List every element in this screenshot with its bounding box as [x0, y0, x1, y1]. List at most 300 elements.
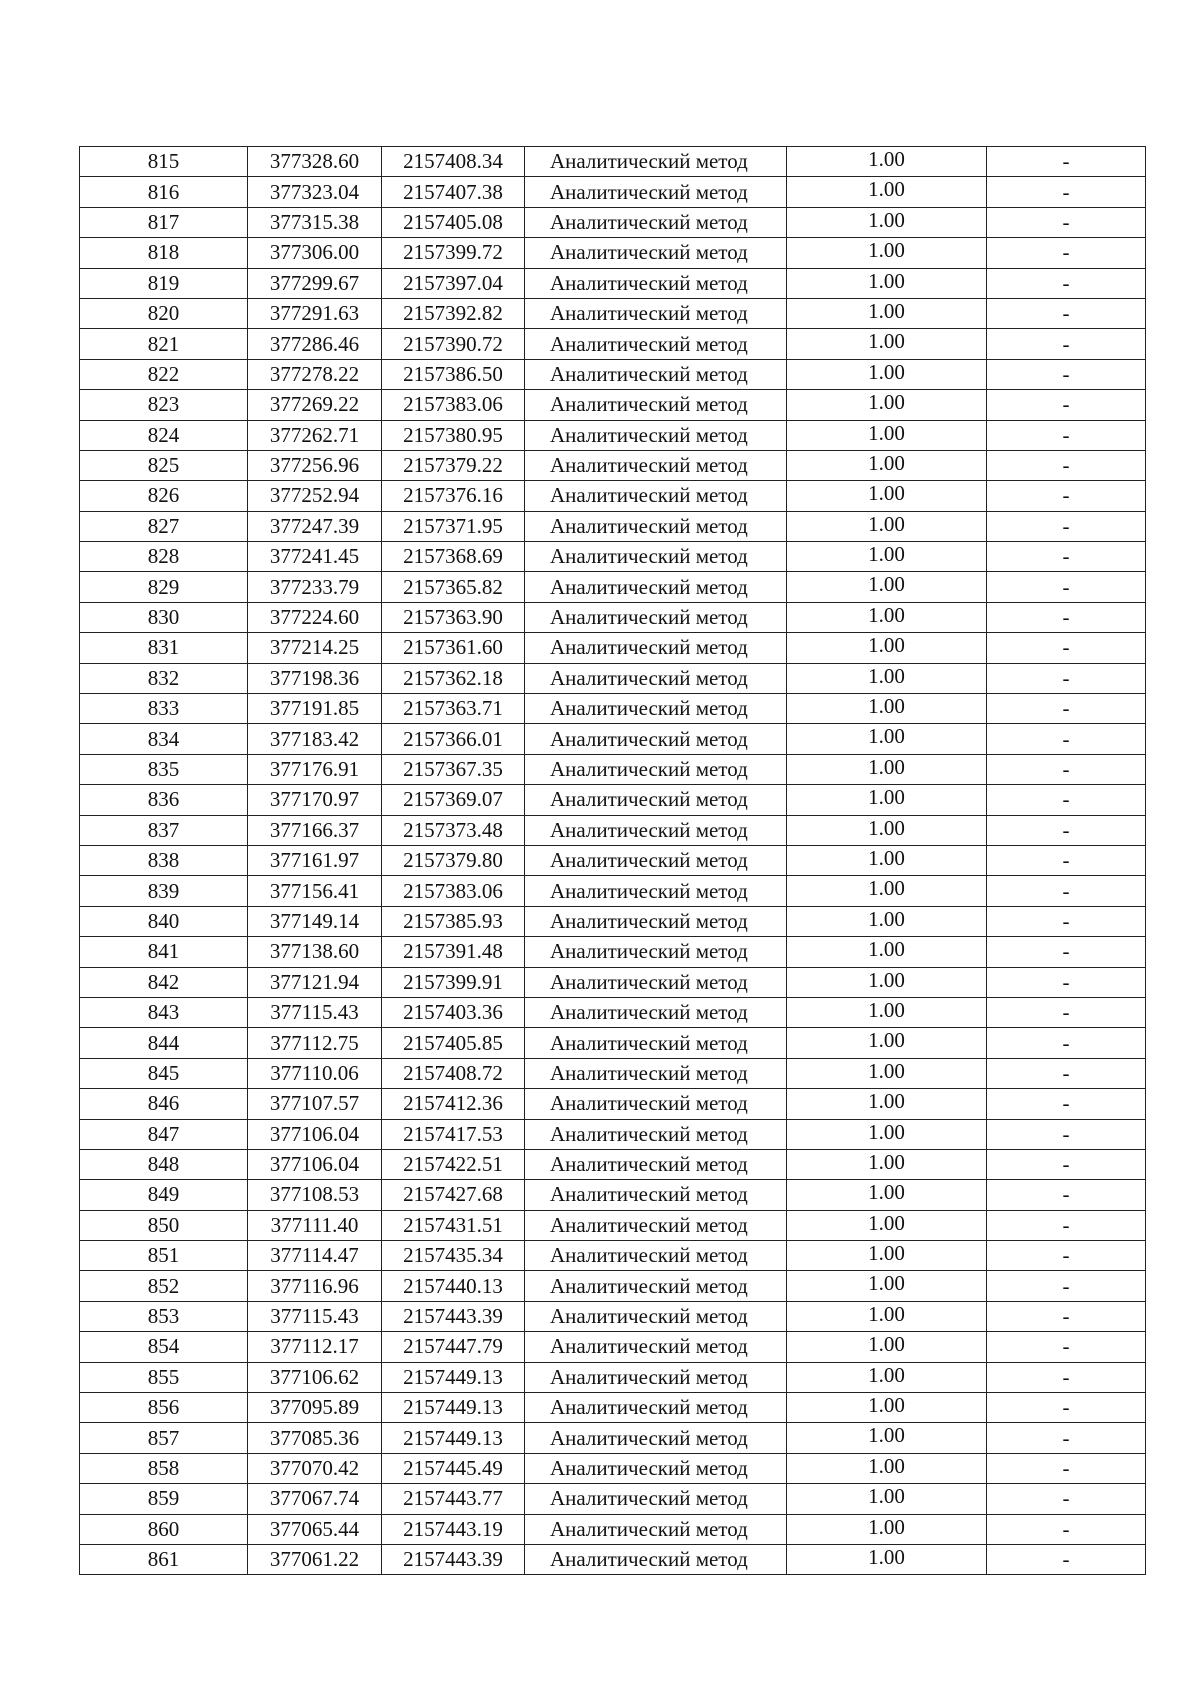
accuracy-cell: 1.00: [787, 1028, 987, 1058]
table-row: [80, 724, 1146, 754]
table-row: [80, 967, 1146, 997]
accuracy-cell: 1.00: [787, 511, 987, 541]
table-row: [80, 238, 1146, 268]
description-cell: -: [987, 511, 1146, 541]
description-cell: -: [987, 390, 1146, 420]
accuracy-cell: 1.00: [787, 876, 987, 906]
accuracy-cell: 1.00: [787, 1484, 987, 1514]
table-row: [80, 268, 1146, 298]
point-number-cell: 830: [80, 602, 248, 632]
x-coordinate-cell: 377262.71: [248, 420, 382, 450]
point-number-cell: 840: [80, 906, 248, 936]
y-coordinate-cell: 2157373.48: [382, 815, 525, 845]
x-coordinate-cell: 377286.46: [248, 329, 382, 359]
y-coordinate-cell: 2157435.34: [382, 1241, 525, 1271]
method-cell: Аналитический метод: [525, 177, 787, 207]
accuracy-cell: 1.00: [787, 754, 987, 784]
y-coordinate-cell: 2157386.50: [382, 359, 525, 389]
point-number-cell: 825: [80, 450, 248, 480]
table-row: [80, 481, 1146, 511]
x-coordinate-cell: 377315.38: [248, 207, 382, 237]
method-cell: Аналитический метод: [525, 1271, 787, 1301]
x-coordinate-cell: 377095.89: [248, 1393, 382, 1423]
table-row: [80, 1514, 1146, 1544]
x-coordinate-cell: 377176.91: [248, 754, 382, 784]
method-cell: Аналитический метод: [525, 147, 787, 177]
table-row: [80, 542, 1146, 572]
method-cell: Аналитический метод: [525, 1149, 787, 1179]
y-coordinate-cell: 2157369.07: [382, 785, 525, 815]
point-number-cell: 843: [80, 997, 248, 1027]
x-coordinate-cell: 377149.14: [248, 906, 382, 936]
y-coordinate-cell: 2157363.90: [382, 602, 525, 632]
method-cell: Аналитический метод: [525, 602, 787, 632]
y-coordinate-cell: 2157380.95: [382, 420, 525, 450]
table-row: [80, 1362, 1146, 1392]
y-coordinate-cell: 2157427.68: [382, 1180, 525, 1210]
x-coordinate-cell: 377111.40: [248, 1210, 382, 1240]
point-number-cell: 834: [80, 724, 248, 754]
method-cell: Аналитический метод: [525, 1180, 787, 1210]
x-coordinate-cell: 377306.00: [248, 238, 382, 268]
y-coordinate-cell: 2157371.95: [382, 511, 525, 541]
method-cell: Аналитический метод: [525, 329, 787, 359]
table-row: [80, 1028, 1146, 1058]
accuracy-cell: 1.00: [787, 1393, 987, 1423]
method-cell: Аналитический метод: [525, 1301, 787, 1331]
x-coordinate-cell: 377224.60: [248, 602, 382, 632]
description-cell: -: [987, 177, 1146, 207]
accuracy-cell: 1.00: [787, 481, 987, 511]
x-coordinate-cell: 377166.37: [248, 815, 382, 845]
description-cell: -: [987, 1332, 1146, 1362]
point-number-cell: 824: [80, 420, 248, 450]
description-cell: -: [987, 1362, 1146, 1392]
point-number-cell: 835: [80, 754, 248, 784]
description-cell: -: [987, 329, 1146, 359]
x-coordinate-cell: 377269.22: [248, 390, 382, 420]
table-row: [80, 359, 1146, 389]
y-coordinate-cell: 2157362.18: [382, 663, 525, 693]
description-cell: -: [987, 359, 1146, 389]
point-number-cell: 828: [80, 542, 248, 572]
description-cell: -: [987, 845, 1146, 875]
y-coordinate-cell: 2157363.71: [382, 694, 525, 724]
accuracy-cell: 1.00: [787, 724, 987, 754]
point-number-cell: 848: [80, 1149, 248, 1179]
point-number-cell: 845: [80, 1058, 248, 1088]
point-number-cell: 841: [80, 937, 248, 967]
accuracy-cell: 1.00: [787, 815, 987, 845]
method-cell: Аналитический метод: [525, 937, 787, 967]
method-cell: Аналитический метод: [525, 359, 787, 389]
description-cell: -: [987, 1514, 1146, 1544]
accuracy-cell: 1.00: [787, 1241, 987, 1271]
table-row: [80, 1484, 1146, 1514]
y-coordinate-cell: 2157390.72: [382, 329, 525, 359]
description-cell: -: [987, 785, 1146, 815]
table-row: [80, 602, 1146, 632]
y-coordinate-cell: 2157405.08: [382, 207, 525, 237]
y-coordinate-cell: 2157376.16: [382, 481, 525, 511]
table-row: [80, 298, 1146, 328]
description-cell: -: [987, 997, 1146, 1027]
description-cell: -: [987, 542, 1146, 572]
y-coordinate-cell: 2157408.72: [382, 1058, 525, 1088]
method-cell: Аналитический метод: [525, 694, 787, 724]
description-cell: -: [987, 207, 1146, 237]
point-number-cell: 823: [80, 390, 248, 420]
description-cell: -: [987, 1149, 1146, 1179]
y-coordinate-cell: 2157443.77: [382, 1484, 525, 1514]
x-coordinate-cell: 377156.41: [248, 876, 382, 906]
table-row: [80, 1271, 1146, 1301]
table-row: [80, 845, 1146, 875]
y-coordinate-cell: 2157443.39: [382, 1301, 525, 1331]
table-row: [80, 876, 1146, 906]
method-cell: Аналитический метод: [525, 845, 787, 875]
x-coordinate-cell: 377328.60: [248, 147, 382, 177]
description-cell: -: [987, 1241, 1146, 1271]
method-cell: Аналитический метод: [525, 1241, 787, 1271]
point-number-cell: 821: [80, 329, 248, 359]
description-cell: -: [987, 967, 1146, 997]
point-number-cell: 846: [80, 1089, 248, 1119]
description-cell: -: [987, 1089, 1146, 1119]
x-coordinate-cell: 377121.94: [248, 967, 382, 997]
point-number-cell: 850: [80, 1210, 248, 1240]
description-cell: -: [987, 694, 1146, 724]
y-coordinate-cell: 2157417.53: [382, 1119, 525, 1149]
description-cell: -: [987, 906, 1146, 936]
table-row: [80, 1393, 1146, 1423]
y-coordinate-cell: 2157405.85: [382, 1028, 525, 1058]
x-coordinate-cell: 377108.53: [248, 1180, 382, 1210]
point-number-cell: 826: [80, 481, 248, 511]
method-cell: Аналитический метод: [525, 906, 787, 936]
accuracy-cell: 1.00: [787, 967, 987, 997]
x-coordinate-cell: 377065.44: [248, 1514, 382, 1544]
accuracy-cell: 1.00: [787, 390, 987, 420]
description-cell: -: [987, 1453, 1146, 1483]
table-row: [80, 997, 1146, 1027]
accuracy-cell: 1.00: [787, 147, 987, 177]
y-coordinate-cell: 2157379.80: [382, 845, 525, 875]
table-row: [80, 1241, 1146, 1271]
table-row: [80, 329, 1146, 359]
point-number-cell: 832: [80, 663, 248, 693]
x-coordinate-cell: 377198.36: [248, 663, 382, 693]
y-coordinate-cell: 2157449.13: [382, 1362, 525, 1392]
description-cell: -: [987, 815, 1146, 845]
method-cell: Аналитический метод: [525, 1484, 787, 1514]
method-cell: Аналитический метод: [525, 815, 787, 845]
accuracy-cell: 1.00: [787, 1362, 987, 1392]
method-cell: Аналитический метод: [525, 1423, 787, 1453]
description-cell: -: [987, 572, 1146, 602]
method-cell: Аналитический метод: [525, 663, 787, 693]
method-cell: Аналитический метод: [525, 1453, 787, 1483]
y-coordinate-cell: 2157443.19: [382, 1514, 525, 1544]
description-cell: -: [987, 1180, 1146, 1210]
description-cell: -: [987, 298, 1146, 328]
y-coordinate-cell: 2157392.82: [382, 298, 525, 328]
x-coordinate-cell: 377112.17: [248, 1332, 382, 1362]
method-cell: Аналитический метод: [525, 268, 787, 298]
accuracy-cell: 1.00: [787, 1332, 987, 1362]
table-row: [80, 663, 1146, 693]
point-number-cell: 829: [80, 572, 248, 602]
accuracy-cell: 1.00: [787, 1089, 987, 1119]
x-coordinate-cell: 377115.43: [248, 1301, 382, 1331]
point-number-cell: 822: [80, 359, 248, 389]
method-cell: Аналитический метод: [525, 967, 787, 997]
accuracy-cell: 1.00: [787, 694, 987, 724]
point-number-cell: 859: [80, 1484, 248, 1514]
point-number-cell: 815: [80, 147, 248, 177]
x-coordinate-cell: 377112.75: [248, 1028, 382, 1058]
accuracy-cell: 1.00: [787, 298, 987, 328]
description-cell: -: [987, 1058, 1146, 1088]
x-coordinate-cell: 377214.25: [248, 633, 382, 663]
accuracy-cell: 1.00: [787, 1453, 987, 1483]
method-cell: Аналитический метод: [525, 876, 787, 906]
accuracy-cell: 1.00: [787, 420, 987, 450]
y-coordinate-cell: 2157403.36: [382, 997, 525, 1027]
table-row: [80, 785, 1146, 815]
x-coordinate-cell: 377191.85: [248, 694, 382, 724]
description-cell: -: [987, 1544, 1146, 1574]
description-cell: -: [987, 876, 1146, 906]
x-coordinate-cell: 377252.94: [248, 481, 382, 511]
accuracy-cell: 1.00: [787, 1301, 987, 1331]
point-number-cell: 842: [80, 967, 248, 997]
x-coordinate-cell: 377233.79: [248, 572, 382, 602]
table-row: [80, 815, 1146, 845]
y-coordinate-cell: 2157407.38: [382, 177, 525, 207]
accuracy-cell: 1.00: [787, 1180, 987, 1210]
x-coordinate-cell: 377114.47: [248, 1241, 382, 1271]
point-number-cell: 856: [80, 1393, 248, 1423]
accuracy-cell: 1.00: [787, 602, 987, 632]
x-coordinate-cell: 377183.42: [248, 724, 382, 754]
description-cell: -: [987, 1484, 1146, 1514]
y-coordinate-cell: 2157361.60: [382, 633, 525, 663]
table-row: [80, 147, 1146, 177]
method-cell: Аналитический метод: [525, 997, 787, 1027]
accuracy-cell: 1.00: [787, 663, 987, 693]
accuracy-cell: 1.00: [787, 450, 987, 480]
description-cell: -: [987, 633, 1146, 663]
table-row: [80, 1119, 1146, 1149]
point-number-cell: 827: [80, 511, 248, 541]
point-number-cell: 847: [80, 1119, 248, 1149]
y-coordinate-cell: 2157383.06: [382, 390, 525, 420]
x-coordinate-cell: 377299.67: [248, 268, 382, 298]
y-coordinate-cell: 2157379.22: [382, 450, 525, 480]
point-number-cell: 852: [80, 1271, 248, 1301]
description-cell: -: [987, 937, 1146, 967]
accuracy-cell: 1.00: [787, 329, 987, 359]
method-cell: Аналитический метод: [525, 572, 787, 602]
description-cell: -: [987, 420, 1146, 450]
method-cell: Аналитический метод: [525, 1058, 787, 1088]
method-cell: Аналитический метод: [525, 481, 787, 511]
x-coordinate-cell: 377116.96: [248, 1271, 382, 1301]
table-row: [80, 177, 1146, 207]
method-cell: Аналитический метод: [525, 390, 787, 420]
y-coordinate-cell: 2157365.82: [382, 572, 525, 602]
table-row: [80, 1332, 1146, 1362]
x-coordinate-cell: 377247.39: [248, 511, 382, 541]
x-coordinate-cell: 377138.60: [248, 937, 382, 967]
x-coordinate-cell: 377115.43: [248, 997, 382, 1027]
accuracy-cell: 1.00: [787, 997, 987, 1027]
description-cell: -: [987, 602, 1146, 632]
x-coordinate-cell: 377278.22: [248, 359, 382, 389]
x-coordinate-cell: 377061.22: [248, 1544, 382, 1574]
point-number-cell: 836: [80, 785, 248, 815]
description-cell: -: [987, 724, 1146, 754]
accuracy-cell: 1.00: [787, 785, 987, 815]
accuracy-cell: 1.00: [787, 906, 987, 936]
y-coordinate-cell: 2157368.69: [382, 542, 525, 572]
y-coordinate-cell: 2157449.13: [382, 1423, 525, 1453]
point-number-cell: 849: [80, 1180, 248, 1210]
x-coordinate-cell: 377070.42: [248, 1453, 382, 1483]
description-cell: -: [987, 1210, 1146, 1240]
accuracy-cell: 1.00: [787, 1271, 987, 1301]
accuracy-cell: 1.00: [787, 207, 987, 237]
table-row: [80, 906, 1146, 936]
table-row: [80, 1544, 1146, 1574]
x-coordinate-cell: 377161.97: [248, 845, 382, 875]
accuracy-cell: 1.00: [787, 1210, 987, 1240]
y-coordinate-cell: 2157412.36: [382, 1089, 525, 1119]
method-cell: Аналитический метод: [525, 1362, 787, 1392]
table-row: [80, 207, 1146, 237]
x-coordinate-cell: 377256.96: [248, 450, 382, 480]
point-number-cell: 844: [80, 1028, 248, 1058]
x-coordinate-cell: 377107.57: [248, 1089, 382, 1119]
method-cell: Аналитический метод: [525, 724, 787, 754]
accuracy-cell: 1.00: [787, 177, 987, 207]
point-number-cell: 817: [80, 207, 248, 237]
x-coordinate-cell: 377085.36: [248, 1423, 382, 1453]
method-cell: Аналитический метод: [525, 420, 787, 450]
point-number-cell: 831: [80, 633, 248, 663]
table-row: [80, 1089, 1146, 1119]
accuracy-cell: 1.00: [787, 1544, 987, 1574]
point-number-cell: 820: [80, 298, 248, 328]
point-number-cell: 838: [80, 845, 248, 875]
accuracy-cell: 1.00: [787, 268, 987, 298]
method-cell: Аналитический метод: [525, 298, 787, 328]
method-cell: Аналитический метод: [525, 1119, 787, 1149]
y-coordinate-cell: 2157443.39: [382, 1544, 525, 1574]
x-coordinate-cell: 377106.04: [248, 1119, 382, 1149]
table-row: [80, 1180, 1146, 1210]
point-number-cell: 818: [80, 238, 248, 268]
method-cell: Аналитический метод: [525, 1210, 787, 1240]
y-coordinate-cell: 2157449.13: [382, 1393, 525, 1423]
table-row: [80, 694, 1146, 724]
x-coordinate-cell: 377106.62: [248, 1362, 382, 1392]
description-cell: -: [987, 1423, 1146, 1453]
method-cell: Аналитический метод: [525, 207, 787, 237]
y-coordinate-cell: 2157399.72: [382, 238, 525, 268]
point-number-cell: 860: [80, 1514, 248, 1544]
description-cell: -: [987, 147, 1146, 177]
point-number-cell: 837: [80, 815, 248, 845]
y-coordinate-cell: 2157383.06: [382, 876, 525, 906]
y-coordinate-cell: 2157447.79: [382, 1332, 525, 1362]
y-coordinate-cell: 2157367.35: [382, 754, 525, 784]
accuracy-cell: 1.00: [787, 359, 987, 389]
accuracy-cell: 1.00: [787, 1423, 987, 1453]
description-cell: -: [987, 754, 1146, 784]
table-row: [80, 1210, 1146, 1240]
point-number-cell: 857: [80, 1423, 248, 1453]
point-number-cell: 819: [80, 268, 248, 298]
description-cell: -: [987, 1271, 1146, 1301]
point-number-cell: 833: [80, 694, 248, 724]
method-cell: Аналитический метод: [525, 785, 787, 815]
accuracy-cell: 1.00: [787, 1058, 987, 1088]
table-row: [80, 1453, 1146, 1483]
table-row: [80, 511, 1146, 541]
description-cell: -: [987, 1028, 1146, 1058]
x-coordinate-cell: 377106.04: [248, 1149, 382, 1179]
coordinates-table: [79, 146, 1146, 1575]
table-row: [80, 937, 1146, 967]
table-row: [80, 572, 1146, 602]
y-coordinate-cell: 2157440.13: [382, 1271, 525, 1301]
method-cell: Аналитический метод: [525, 1089, 787, 1119]
y-coordinate-cell: 2157399.91: [382, 967, 525, 997]
table-row: [80, 390, 1146, 420]
y-coordinate-cell: 2157366.01: [382, 724, 525, 754]
accuracy-cell: 1.00: [787, 1514, 987, 1544]
y-coordinate-cell: 2157408.34: [382, 147, 525, 177]
accuracy-cell: 1.00: [787, 238, 987, 268]
method-cell: Аналитический метод: [525, 1514, 787, 1544]
method-cell: Аналитический метод: [525, 450, 787, 480]
x-coordinate-cell: 377110.06: [248, 1058, 382, 1088]
table-row: [80, 420, 1146, 450]
accuracy-cell: 1.00: [787, 845, 987, 875]
point-number-cell: 854: [80, 1332, 248, 1362]
coordinates-table-body: [80, 147, 1146, 1575]
table-row: [80, 1423, 1146, 1453]
method-cell: Аналитический метод: [525, 754, 787, 784]
point-number-cell: 816: [80, 177, 248, 207]
y-coordinate-cell: 2157385.93: [382, 906, 525, 936]
y-coordinate-cell: 2157397.04: [382, 268, 525, 298]
x-coordinate-cell: 377323.04: [248, 177, 382, 207]
table-row: [80, 1301, 1146, 1331]
point-number-cell: 839: [80, 876, 248, 906]
description-cell: -: [987, 1393, 1146, 1423]
point-number-cell: 851: [80, 1241, 248, 1271]
x-coordinate-cell: 377291.63: [248, 298, 382, 328]
point-number-cell: 853: [80, 1301, 248, 1331]
table-row: [80, 1149, 1146, 1179]
description-cell: -: [987, 663, 1146, 693]
method-cell: Аналитический метод: [525, 1028, 787, 1058]
method-cell: Аналитический метод: [525, 1393, 787, 1423]
point-number-cell: 855: [80, 1362, 248, 1392]
